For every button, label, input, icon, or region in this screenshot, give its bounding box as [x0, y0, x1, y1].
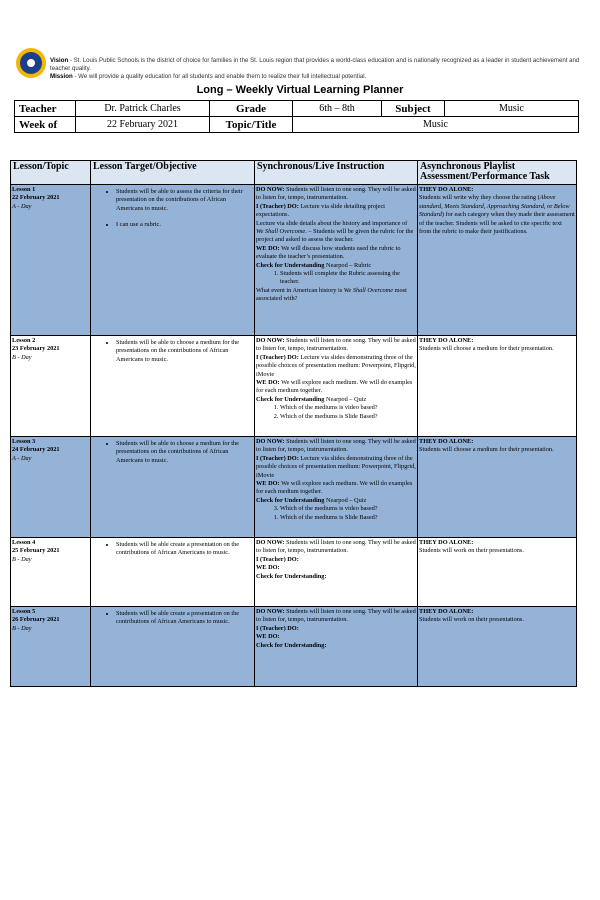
async-cell: THEY DO ALONE: Students will choose a medium for their presentation.	[418, 437, 577, 538]
topic-value: Music	[293, 117, 579, 133]
header-lesson-topic: Lesson/Topic	[11, 161, 91, 185]
vision-mission-text: Vision - St. Louis Public Schools is the district of choice for families in the St. Louis region that provides a world-class education and is nationally recognized as a leader in student achievement and teacher quality. Mission - We will provide a quality education for all students and enable them to realize their full intellectual potential.	[50, 57, 580, 80]
async-cell: THEY DO ALONE: Students will work on their presentations.	[418, 607, 577, 687]
table-row	[11, 437, 577, 538]
sync-cell: DO NOW: Students will listen to one song. They will be asked to listen for, tempo, instrumentation. I (Teacher) DO: WE DO: Check for Understanding:	[255, 607, 418, 687]
header-async: Asynchronous Playlist Assessment/Performance Task	[418, 161, 577, 185]
target-cell: • Students will be able to choose a medium for the presentations on the contributions of African Americans to music.	[91, 336, 255, 437]
async-cell: THEY DO ALONE: Students will choose a medium for their presentation.	[418, 336, 577, 437]
page-title: Long – Weekly Virtual Learning Planner	[196, 84, 404, 96]
subject-label: Subject	[382, 101, 445, 117]
table-row	[11, 185, 577, 336]
sync-cell: DO NOW: Students will listen to one song. They will be asked to listen for, tempo, instrumentation. I (Teacher) DO: Lecture via slides demonstrating three of the possible choices of presentation medium: Powerpoint, Flipgrid, iMovie WE DO: We will explore each medium. We will do examples for each medium together. Check for Understanding Nearpod – Quiz 1. Which of the mediums is video based? 2. Which of the mediums is Slide Based?	[255, 336, 418, 437]
lesson-cell: Lesson 3 24 February 2021 A - Day	[11, 437, 91, 538]
subject-value: Music	[445, 101, 579, 117]
district-header	[16, 46, 588, 78]
sync-cell: DO NOW: Students will listen to one song. They will be asked to listen for, tempo, instrumentation. I (Teacher) DO: WE DO: Check for Understanding:	[255, 538, 418, 607]
table-row	[11, 336, 577, 437]
table-row	[11, 538, 577, 607]
topic-label: Topic/Title	[210, 117, 293, 133]
sync-cell: DO NOW: Students will listen to one song. They will be asked to listen for, tempo, instrumentation. I (Teacher) DO: Lecture via slides demonstrating three of the possible choices of presentation medium: Powerpoint, Flipgrid, iMovie WE DO: We will explore each medium. We will do examples for each medium together. Check for Understanding Nearpod – Quiz 3. Which of the mediums is video based? 1. Which of the mediums is Slide Based?	[255, 437, 418, 538]
async-cell: THEY DO ALONE: Students will work on their presentations.	[418, 538, 577, 607]
lesson-cell: Lesson 4 25 February 2021 B - Day	[11, 538, 91, 607]
async-cell: THEY DO ALONE: Students will write why they choose the rating (Above standard, Meets Standard, Approaching Standard, or Below Standard) for each category when they made their assessment of the teacher. Students will be asked to cite specific text from the rubric to make their justifications.	[418, 185, 577, 336]
table-row	[11, 607, 577, 687]
target-cell: • Students will be able to choose a medium for the presentations on the contributions of African Americans to music.	[91, 437, 255, 538]
sync-cell: DO NOW: Students will listen to one song. They will be asked to listen for, tempo, instrumentation. I (Teacher) DO: Lecture via slide detailing project expectations. Lecture via slide details about the history and importance of We Shall Overcome. – Students will be given the rubric for the project and asked to assess the teacher. WE DO: We will discuss how students used the rubric to evaluate the teacher’s presentation. Check for Understanding Nearpod – Rubric 1. Students will complete the Rubric assessing the teacher. What event in American history is We Shall Overcome most associated with?	[255, 185, 418, 336]
grade-label: Grade	[210, 101, 293, 117]
header-target: Lesson Target/Objective	[91, 161, 255, 185]
lesson-cell: Lesson 2 23 February 2021 B - Day	[11, 336, 91, 437]
teacher-label: Teacher	[15, 101, 76, 117]
lesson-cell: Lesson 1 22 February 2021 A - Day	[11, 185, 91, 336]
target-cell: • Students will be able to assess the criteria for their presentation on the contributions of African Americans to music. • I can use a rubric.	[91, 185, 255, 336]
week-label: Week of	[15, 117, 76, 133]
teacher-value: Dr. Patrick Charles	[76, 101, 210, 117]
target-cell: • Students will be able create a presentation on the contributions of African Americans to music.	[91, 538, 255, 607]
header-sync: Synchronous/Live Instruction	[255, 161, 418, 185]
district-logo-icon	[16, 48, 46, 78]
lesson-plan-table	[10, 160, 577, 687]
week-value: 22 February 2021	[76, 117, 210, 133]
target-cell: • Students will be able create a presentation on the contributions of African Americans to music.	[91, 607, 255, 687]
grade-value: 6th – 8th	[293, 101, 382, 117]
lesson-cell: Lesson 5 26 February 2021 B - Day	[11, 607, 91, 687]
info-table	[14, 100, 579, 133]
